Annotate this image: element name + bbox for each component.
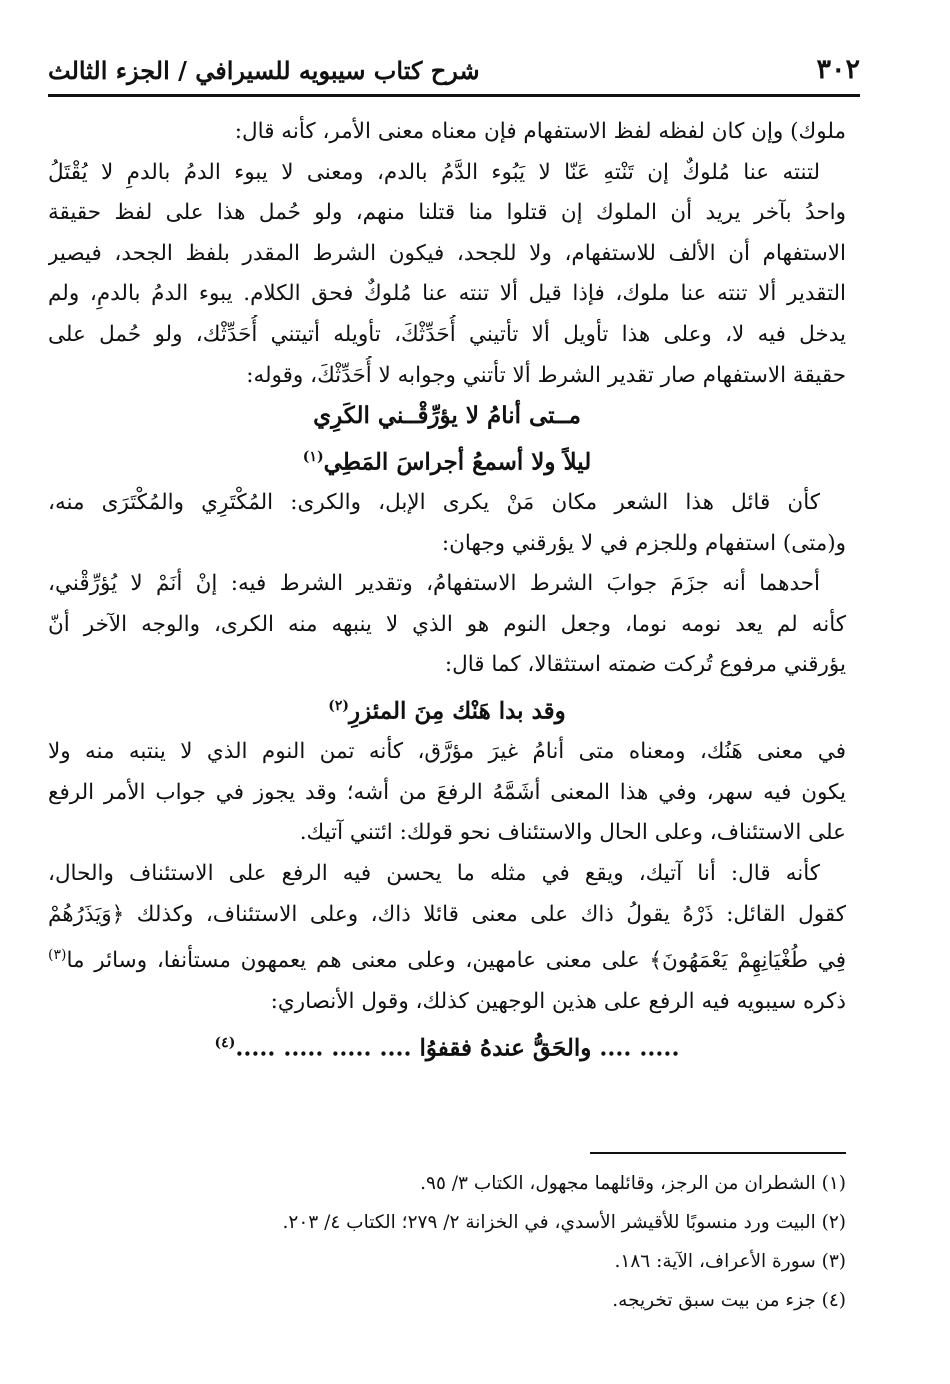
footnote: (٢) البيت ورد منسوبًا للأقيشر الأسدي، في الخزانة ٢/ ٢٧٩؛ الكتاب ٤/ ٢٠٣. xyxy=(282,1212,846,1233)
text-line: كأنه لم يعد نومه نوما، وجعل النوم هو الذي لا ينبهه منه الكرى، والوجه الآخر أنّ xyxy=(48,611,846,637)
main-text xyxy=(48,112,846,1069)
footnote-ref: (١) xyxy=(302,448,324,465)
text-line: في معنى هَنُك، ومعناه متى أنامُ غيرَ مؤرَّق، كأنه تمن النوم الذي لا ينتبه منه ولا xyxy=(48,739,846,765)
text-line: ملوك) وإن كان لفظه لفظ الاستفهام فإن معناه معنى الأمر، كأنه قال: xyxy=(234,119,846,144)
text-line: كقول القائل: ذَرْهُ يقولُ ذاك على معنى قائلا ذاك، وعلى الاستئناف، وكذلك ﴿وَيَذَرُهُمْ xyxy=(48,901,846,927)
text-line: على الاستئناف، وعلى الحال والاستئناف نحو قولك: ائتني آتيك. xyxy=(299,820,846,846)
text-line: يدخل فيه لا، وعلى هذا تأويل ألا تأتيني أُحَدِّثْكَ، تأويله أتيتني أُحَدِّثْك، ولو حُمل على xyxy=(48,321,846,347)
text-line: كأنه قال: أنا آتيك، ويقع في مثله ما يحسن فيه الرفع على الاستئناف والحال، xyxy=(48,861,820,886)
running-title: شرح كتاب سيبويه للسيرافي / الجزء الثالث xyxy=(48,56,480,85)
footnote: (١) الشطران من الرجز، وقائلهما مجهول، الكتاب ٣/ ٩٥. xyxy=(420,1173,846,1194)
verse-text: مــتى أنامُ لا يؤرِّقْــني الكَرِي xyxy=(313,402,581,430)
footnote-ref: (٣) xyxy=(48,947,67,964)
page-number: ٣٠٢ xyxy=(816,54,860,85)
verse-line xyxy=(48,686,846,732)
verse-text: وقد بدا هَنْك مِنَ المئزرِ xyxy=(348,697,566,725)
text-line xyxy=(48,935,846,982)
verse-line xyxy=(48,1023,846,1069)
text-line: الاستفهام أن الألف للاستفهام، ولا للجحد، فيكون الشرط المقدر بلفظ الجحد، فيصير xyxy=(48,240,846,266)
footnote-ref: (٤) xyxy=(214,1034,236,1051)
text-line: كأن قائل هذا الشعر مكان مَنْ يكرى الإبل، والكرى: المُكْتَرِي والمُكْتَرَى منه، xyxy=(48,490,820,515)
text-line: حقيقة الاستفهام صار تقدير الشرط ألا تأتني وجوابه لا أُحَدِّثْكَ، وقوله: xyxy=(246,362,846,388)
text-line: التقدير ألا تنته عنا ملوك، فإذا قيل ألا تنته عنا مُلوكٌ فحق الكلام. يبوء الدمُ بالدمِ، ولم xyxy=(48,281,846,307)
footnote: (٣) سورة الأعراف، الآية: ١٨٦. xyxy=(614,1251,846,1272)
text-line: واحدُ بآخر يريد أن الملوك إن قتلوا منا قتلنا منهم، ولو حُمل هذا على لفظ حقيقة xyxy=(48,200,846,226)
text-line: ذكره سيبويه فيه الرفع على هذين الوجهين كذلك، وقول الأنصاري: xyxy=(270,988,846,1014)
footnotes xyxy=(100,1164,846,1320)
verse-text: ..... .... والحَقُّ عندهُ فقفوُا .... ..... ..... ..... xyxy=(235,1034,680,1062)
page-header xyxy=(48,50,860,97)
text-line: لتنته عنا مُلوكٌ إن تَنْتهِ عَنّا لا يَبُوء الدَّمُ بالدم، ومعنى لا يبوء الدمُ بالدمِ لا يُقْتَلُ xyxy=(48,159,820,185)
text-line: يكون فيه سهر، وفي هذا المعنى أشَمَّهُ الرفعَ من أشه؛ وقد يجوز في جواب الأمر الرفع xyxy=(48,779,846,805)
footnote-ref: (٢) xyxy=(328,697,349,714)
verse-line xyxy=(48,396,846,437)
text-line: يؤرقني مرفوع تُركت ضمته استثقالا، كما قال: xyxy=(444,652,846,678)
text-line-content: فِي طُغْيَانِهِمْ يَعْمَهُونَ﴾ على معنى عامهين، وعلى معنى هم يعمهون مستأنفا، وسائر ما xyxy=(66,948,846,974)
verse-text: ليلاً ولا أسمعُ أجراسَ المَطِي xyxy=(323,448,592,476)
verse-line xyxy=(48,437,846,483)
text-line: و(متى) استفهام وللجزم في لا يؤرقني وجهان: xyxy=(441,530,846,556)
footnote: (٤) جزء من بيت سبق تخريجه. xyxy=(612,1290,846,1311)
footnote-divider xyxy=(590,1152,846,1154)
text-line: أحدهما أنه جزَمَ جوابَ الشرط الاستفهامُ، وتقدير الشرط فيه: إنْ أنَمْ لا يُؤرِّقْني، xyxy=(48,571,820,597)
